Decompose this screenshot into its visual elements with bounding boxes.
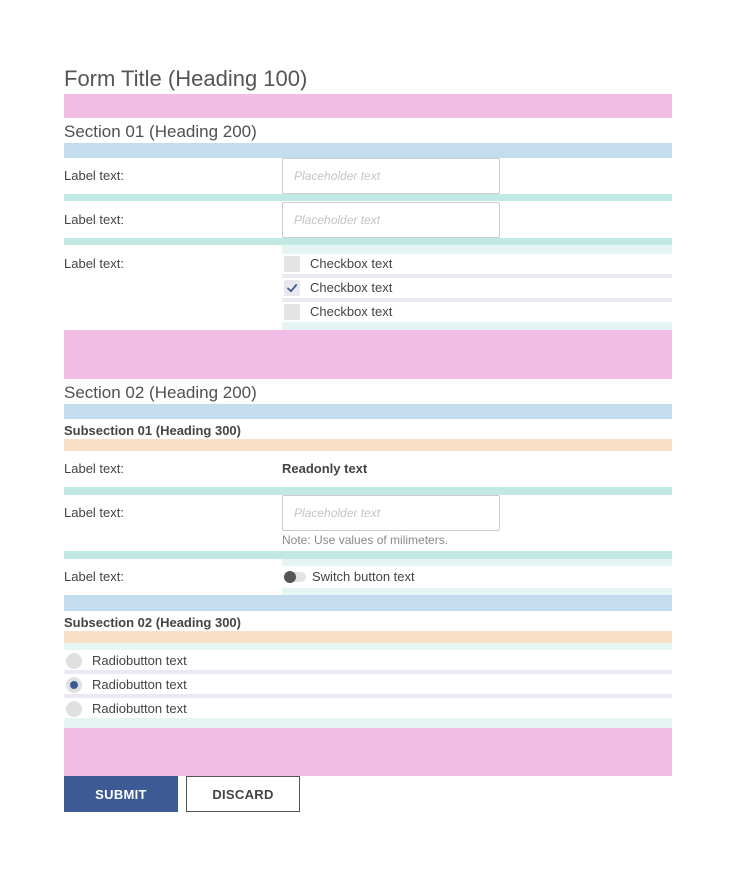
radio-dot (70, 681, 78, 689)
checkbox-label: Checkbox text (310, 304, 393, 319)
field-label: Label text: (64, 569, 124, 584)
checkbox-checked[interactable] (284, 280, 300, 296)
spacing-band (282, 588, 672, 595)
spacing-band (64, 551, 672, 559)
radio-option-2[interactable] (64, 674, 672, 694)
field-label: Label text: (64, 212, 124, 227)
radio-button-selected[interactable] (66, 677, 82, 693)
radio-label: Radiobutton text (92, 653, 187, 668)
radio-group (64, 650, 672, 728)
checkbox-option-2[interactable] (282, 278, 672, 298)
radio-button[interactable] (66, 653, 82, 669)
field-label: Label text: (64, 256, 124, 271)
field-label: Label text: (64, 505, 124, 520)
checkbox-group (282, 254, 672, 330)
discard-button[interactable]: DISCARD (186, 776, 300, 812)
checkbox-label: Checkbox text (310, 256, 393, 271)
checkmark-icon (286, 282, 298, 294)
spacing-band (64, 728, 672, 776)
spacing-band (64, 330, 672, 379)
radio-label: Radiobutton text (92, 677, 187, 692)
switch-label: Switch button text (312, 569, 415, 584)
form-title: Form Title (Heading 100) (64, 66, 308, 91)
spacing-band (64, 595, 672, 611)
spacing-band (64, 643, 672, 650)
radio-label: Radiobutton text (92, 701, 187, 716)
section-01-heading: Section 01 (Heading 200) (64, 122, 257, 141)
spacing-band (282, 245, 672, 254)
spacing-band (64, 94, 672, 118)
subsection-01-heading: Subsection 01 (Heading 300) (64, 423, 241, 438)
radio-option-1[interactable] (64, 650, 672, 670)
field-note: Note: Use values of milimeters. (282, 533, 449, 547)
switch-knob[interactable] (284, 571, 296, 583)
checkbox-option-3[interactable] (282, 302, 672, 322)
checkbox-label: Checkbox text (310, 280, 393, 295)
radio-option-3[interactable] (64, 698, 672, 718)
field-label: Label text: (64, 461, 124, 476)
spacing-band (64, 143, 672, 158)
spacing-band (64, 487, 672, 495)
text-input-2[interactable] (282, 202, 500, 238)
checkbox[interactable] (284, 256, 300, 272)
text-input-3[interactable] (282, 495, 500, 531)
spacing-band (64, 194, 672, 201)
switch-toggle[interactable] (282, 566, 672, 588)
checkbox-option-1[interactable] (282, 254, 672, 274)
spacing-band (282, 559, 672, 566)
spacing-band (64, 631, 672, 643)
text-input-1[interactable] (282, 158, 500, 194)
readonly-value: Readonly text (282, 461, 368, 476)
field-label: Label text: (64, 168, 124, 183)
spacing-band (64, 238, 672, 245)
spacing-band (282, 322, 672, 330)
checkbox[interactable] (284, 304, 300, 320)
subsection-02-heading: Subsection 02 (Heading 300) (64, 615, 241, 630)
section-02-heading: Section 02 (Heading 200) (64, 383, 257, 402)
submit-button[interactable]: SUBMIT (64, 776, 178, 812)
spacing-band (64, 439, 672, 451)
switch-track[interactable] (284, 572, 306, 582)
spacing-band (64, 718, 672, 728)
radio-button[interactable] (66, 701, 82, 717)
spacing-band (64, 404, 672, 419)
